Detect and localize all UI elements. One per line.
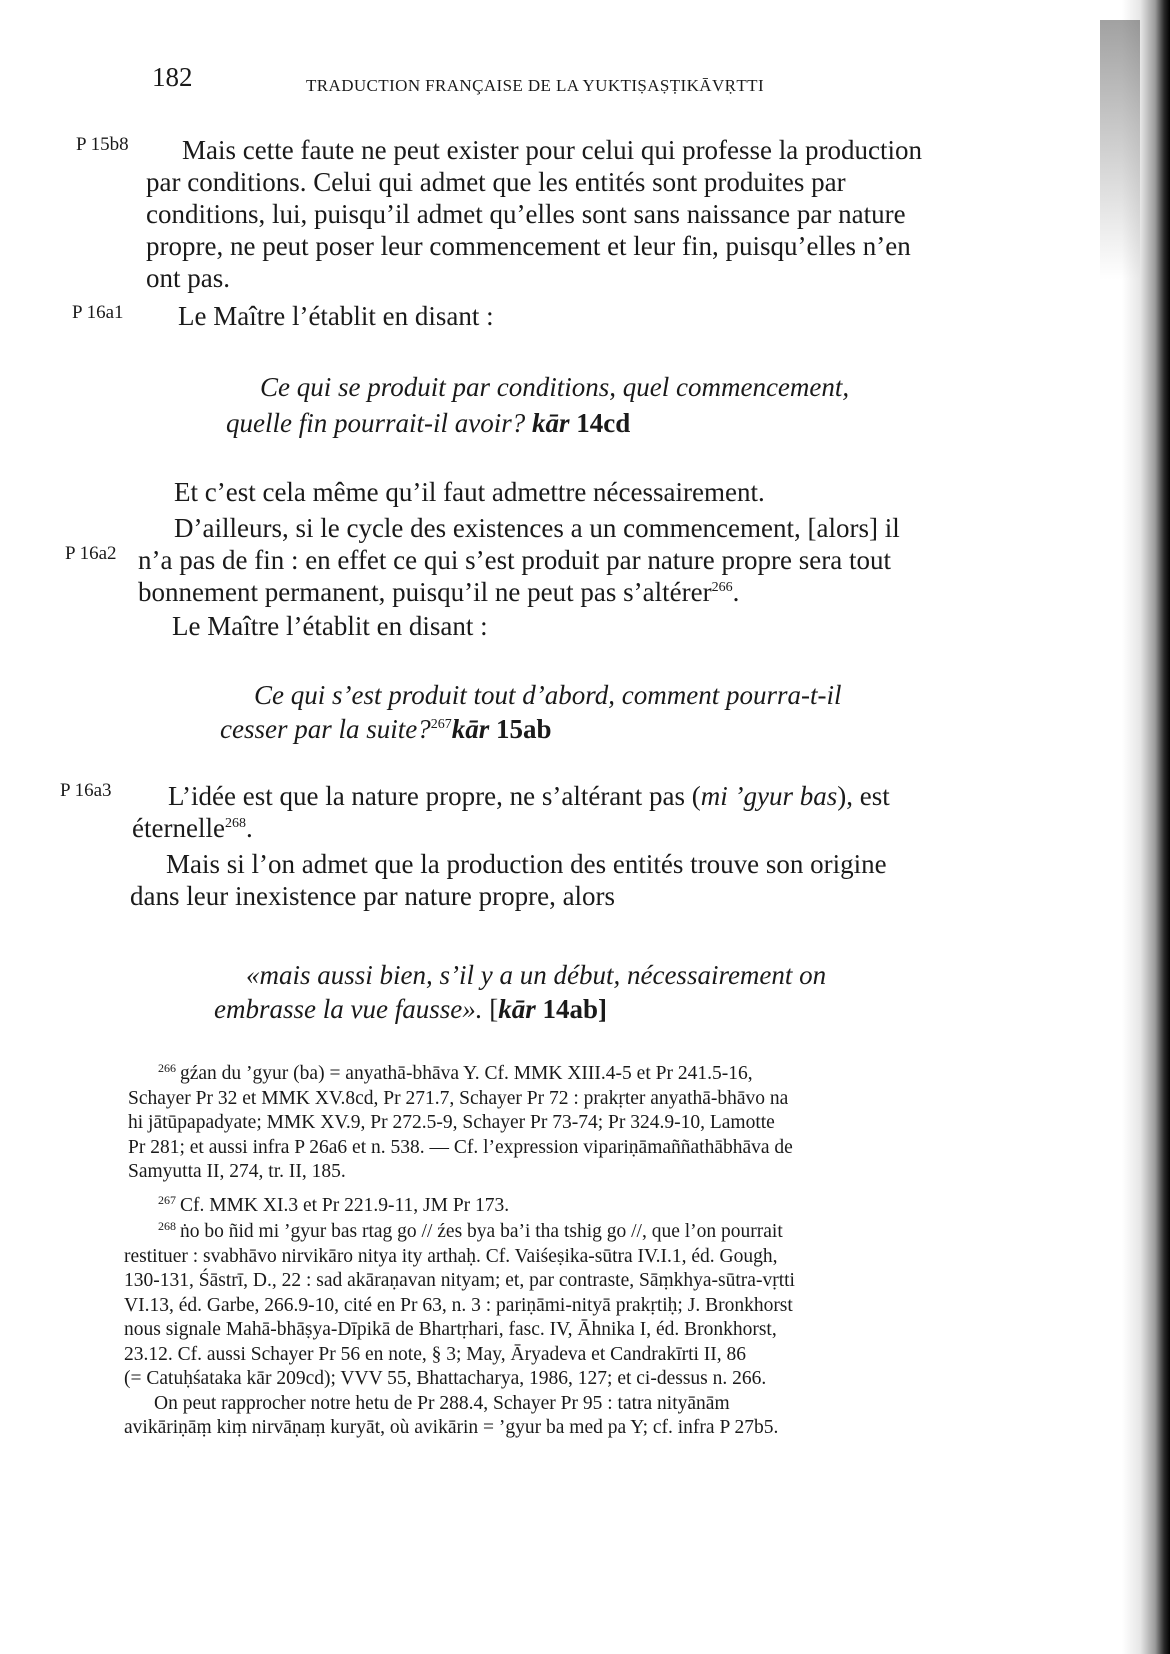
quote-2-line-2 bbox=[220, 712, 552, 746]
text-line: D’ailleurs, si le cycle des existences a un commencement, [alors] il bbox=[174, 513, 900, 543]
footnote-text: gźan du ’gyur (ba) = anyathā-bhāva Y. Cf. MMK XIII.4-5 et Pr 241.5-16, bbox=[180, 1063, 753, 1084]
kar-label: kār bbox=[531, 408, 570, 438]
text-line: dans leur inexistence par nature propre, alors bbox=[130, 881, 616, 911]
text-segment: . bbox=[245, 813, 253, 843]
footnote-267 bbox=[128, 1194, 940, 1219]
footnote-line bbox=[128, 1194, 940, 1219]
paragraph-7 bbox=[130, 848, 950, 912]
text-line bbox=[132, 812, 952, 844]
verse-reference: 14cd bbox=[576, 408, 631, 438]
footnote-number: 267 bbox=[158, 1192, 176, 1207]
verse-reference: 14ab] bbox=[542, 994, 607, 1024]
footnote-line: Samyutta II, 274, tr. II, 185. bbox=[128, 1161, 346, 1182]
footnote-line: nous signale Mahā-bhāṣya-Dīpikā de Bhartṛhari, fasc. IV, Āhnika I, éd. Bronkhorst, bbox=[124, 1319, 777, 1340]
paragraph-1 bbox=[146, 134, 966, 294]
quote-1-line-1 bbox=[260, 370, 849, 404]
margin-ref-p16a2: P 16a2 bbox=[65, 543, 117, 564]
footnote-line: hi jātūpapadyate; MMK XV.9, Pr 272.5-9, Schayer Pr 73-74; Pr 324.9-10, Lamotte bbox=[128, 1112, 775, 1133]
paragraph-5: Le Maître l’établit en disant : bbox=[172, 611, 488, 641]
margin-ref-p15b8: P 15b8 bbox=[76, 134, 129, 155]
quote-2-line-1 bbox=[254, 678, 841, 712]
footnote-268 bbox=[124, 1220, 940, 1441]
text-line: conditions, lui, puisqu’il admet qu’elles sont sans naissance par nature bbox=[146, 199, 906, 229]
text-segment: . bbox=[732, 577, 740, 607]
footnote-line: On peut rapprocher notre hetu de Pr 288.4, Schayer Pr 95 : tatra nityānām bbox=[154, 1392, 730, 1414]
text-line: Mais si l’on admet que la production des entités trouve son origine bbox=[166, 849, 887, 879]
footnote-line: Pr 281; et aussi infra P 26a6 et n. 538. — Cf. l’expression vipariṇāmaññathābhāva de bbox=[128, 1136, 793, 1158]
footnote-line bbox=[128, 1062, 940, 1087]
bracket: [ bbox=[489, 994, 499, 1024]
running-title: TRADUCTION FRANÇAISE DE LA YUKTIṢAṢṬIKĀVṚTTI bbox=[306, 76, 765, 95]
footnote-line: Schayer Pr 32 et MMK XV.8cd, Pr 271.7, Schayer Pr 72 : prakṛter anyathā-bhāvo na bbox=[128, 1087, 789, 1109]
page-number: 182 bbox=[152, 62, 193, 92]
footnote-number: 266 bbox=[158, 1060, 176, 1075]
text-line: Mais cette faute ne peut exister pour celui qui professe la production bbox=[182, 135, 922, 165]
quote-1-line-2 bbox=[226, 406, 630, 440]
text-line: propre, ne peut poser leur commencement et leur fin, puisqu’elles n’en bbox=[146, 231, 911, 261]
kar-label: kār bbox=[451, 714, 490, 744]
quote-text: «mais aussi bien, s’il y a un début, nécessairement on bbox=[246, 960, 827, 990]
footnote-line bbox=[124, 1220, 940, 1245]
text-line: ont pas. bbox=[146, 263, 230, 293]
text-line: par conditions. Celui qui admet que les entités sont produites par bbox=[146, 167, 846, 197]
quote-3-line-2 bbox=[214, 992, 607, 1026]
text-line bbox=[138, 576, 958, 608]
text-line bbox=[132, 780, 952, 812]
text-line: n’a pas de fin : en effet ce qui s’est produit par nature propre sera tout bbox=[138, 545, 891, 575]
paragraph-3: Et c’est cela même qu’il faut admettre nécessairement. bbox=[174, 477, 765, 507]
binding-shadow-top bbox=[1100, 20, 1140, 280]
footnote-ref-267[interactable]: 267 bbox=[430, 717, 452, 732]
margin-ref-p16a1: P 16a1 bbox=[72, 302, 124, 323]
quote-3-line-1 bbox=[246, 958, 826, 992]
kar-label: kār bbox=[498, 994, 536, 1024]
footnote-line: VI.13, éd. Garbe, 266.9-10, cité en Pr 63, n. 3 : pariṇāmi-nityā prakṛtiḥ; J. Bronkhorst bbox=[124, 1294, 793, 1316]
paragraph-4 bbox=[138, 512, 958, 608]
footnote-line: restituer : svabhāvo nirvikāro nitya ity arthaḥ. Cf. Vaiśeṣika-sūtra IV.I.1, éd. Gough, bbox=[124, 1245, 778, 1267]
footnote-line: avikāriṇāṃ kiṃ nirvāṇaṃ kuryāt, où avikārin = ’gyur ba med pa Y; cf. infra P 27b5. bbox=[124, 1417, 779, 1438]
margin-ref-p16a3: P 16a3 bbox=[60, 780, 112, 801]
footnote-number: 268 bbox=[158, 1218, 176, 1233]
footnote-text: Cf. MMK XI.3 et Pr 221.9-11, JM Pr 173. bbox=[180, 1195, 510, 1216]
quote-text: quelle fin pourrait-il avoir? bbox=[226, 408, 526, 438]
paragraph-6 bbox=[132, 780, 952, 844]
quote-text: Ce qui se produit par conditions, quel commencement, bbox=[260, 372, 850, 402]
quote-text: cesser par la suite? bbox=[220, 714, 431, 744]
footnote-line: 130-131, Śāstrī, D., 22 : sad akāraṇavan nityam; et, par contraste, Sāṃkhya-sūtra-vṛtti bbox=[124, 1270, 795, 1291]
footnote-line: (= Catuḥśataka kār 209cd); VVV 55, Bhattacharya, 1986, 127; et ci-dessus n. 266. bbox=[124, 1368, 767, 1389]
footnote-ref-268[interactable]: 268 bbox=[224, 816, 246, 831]
text-segment: L’idée est que la nature propre, ne s’altérant pas ( bbox=[168, 781, 701, 811]
footnote-line: 23.12. Cf. aussi Schayer Pr 56 en note, § 3; May, Āryadeva et Candrakīrti II, 86 bbox=[124, 1343, 747, 1365]
quote-text: Ce qui s’est produit tout d’abord, comment pourra-t-il bbox=[254, 680, 842, 710]
text-segment: bonnement permanent, puisqu’il ne peut pas s’altérer bbox=[138, 577, 712, 607]
text-segment: ), est bbox=[837, 781, 890, 811]
quote-text: embrasse la vue fausse». bbox=[214, 994, 483, 1024]
paragraph-2: Le Maître l’établit en disant : bbox=[178, 301, 494, 331]
footnote-266 bbox=[128, 1062, 940, 1185]
verse-reference: 15ab bbox=[496, 714, 552, 744]
tibetan-term: mi ’gyur bas bbox=[700, 781, 838, 811]
footnote-ref-266[interactable]: 266 bbox=[711, 580, 733, 595]
footnote-text: ṅo bo ñid mi ’gyur bas rtag go // źes bya ba’i tha tshig go //, que l’on pourrait bbox=[180, 1221, 783, 1242]
text-segment: éternelle bbox=[132, 813, 225, 843]
